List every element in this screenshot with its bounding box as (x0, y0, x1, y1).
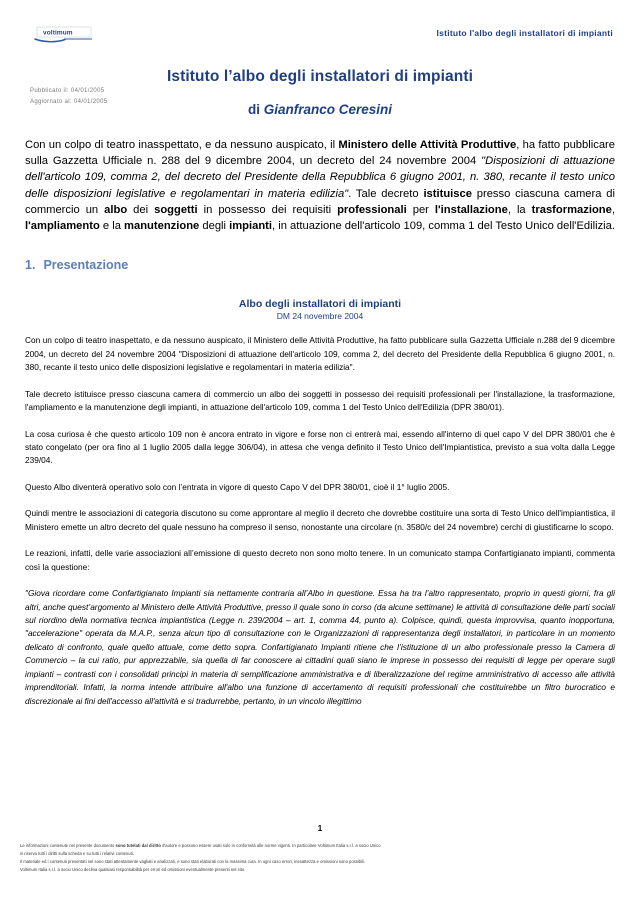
section-heading-presentazione (25, 258, 615, 272)
intro-text-9: , (611, 203, 615, 216)
body-text (25, 334, 615, 708)
intro-bold-installazione: l'installazione (434, 203, 508, 216)
section-label: Presentazione (43, 258, 129, 273)
voltimum-logo (33, 26, 95, 43)
intro-text-5: dei (127, 203, 155, 216)
published-date: Pubblicato il: 04/01/2005 (30, 88, 105, 94)
running-header-title: Istituto l'albo degli installatori di impianti (436, 28, 613, 38)
intro-bold-professionali: professionali (337, 203, 407, 216)
intro-text-7: per (406, 203, 435, 216)
intro-text-6: in possesso dei requisiti (197, 203, 338, 216)
document-footer (20, 842, 628, 873)
intro-bold-ministero: Ministero delle Attività Produttive (338, 139, 517, 151)
section-number: 1. (25, 258, 36, 273)
intro-text-1: Con un colpo di teatro inasspettato, e da nessuno auspicato, il (25, 139, 339, 151)
intro-text-12: , in attuazione dell'articolo 109, comma 1 del Testo Unico dell'Edilizia. (272, 220, 615, 233)
intro-paragraph (25, 137, 615, 234)
body-paragraph: Questo Albo diventerà operativo solo con l’entrata in vigore di questo Capo V del DPR 380/01, cioè il 1° luglio 2005. (25, 481, 450, 492)
page-number: 1 (317, 824, 323, 833)
byline (25, 102, 615, 117)
intro-italic-decreto: "Disposizioni di attuazione dell'articolo 109, comma 2, del decreto del Presidente della Repubblica 6 giugno 2001, n. 380, recante il testo unico delle disposizioni legislative e regolamentari in materia edilizia" (25, 155, 616, 200)
subtitle-main: Albo degli installatori di impianti (238, 298, 402, 311)
body-paragraph: "Giova ricordare come Confartigianato Impianti sia nettamente contraria all’Albo in questione. Essa ha tra l’altro rappresentato, proprio in questi giorni, fra gli altri, anche quest’argomento al Ministero delle Attività Produttive, presso il quale sono in corso (da alcune settimane) le attività di consultazione delle parti sociali sul riordino della normativa tecnica impiantistica (Legge n. 239/2004 – art. 1, comma 44, punto a). Colpisce, quindi, questa improvvisa, quanto inopportuna, "accelerazione" operata da M.A.P., senza alcun tipo di consultazione con le Organizzazioni di rappresentanza degli installatori, in particolare in un momento delicato di confronto, quale quello attuale, come detto sopra. Confartigianato Impianti ritiene che l’istituzione di un albo professionale presso la Camera di Commercio – la cui ratio, pur apprezzabile, sia quella di far conoscere ai cittadini quali siano le imprese in possesso dei requisiti di legge per operare sugli impianti – contrasti con i consolidati principi in materia di semplificazione amministrativa e di liberalizzazione del regime amministrativo di accesso alle attività imprenditoriali. Infatti, la norma intende attribuire all'albo una funzione di accertamento di requisiti professionali che costituirebbe un filtro burocratico e discrezionale ai fini dell'accesso all'attività e si tradurrebbe, pertanto, in un vincolo illegittimo (25, 588, 615, 706)
subtitle-decree: DM 24 novembre 2004 (276, 311, 364, 322)
intro-bold-istituisce: istituisce (423, 187, 472, 200)
footer-line-2: si riserva tutti i diritti sulla scheda e su tutti i relativi contenuti. (20, 850, 134, 856)
body-paragraph: Con un colpo di teatro inaspettato, e da nessuno auspicato, il Ministero delle Attività Produttive, ha fatto pubblicare sulla Gazzetta Ufficiale n.288 del 9 dicembre 2004, un decreto del 24 novembre 2004 "Disposizioni di attuazione dell'articolo 109, comma 2, del decreto del Presidente della Repubblica 6 giugno 2001, n. 380, recante il testo unico delle disposizioni legislative e regolamentari in materia edilizia". (25, 335, 615, 373)
intro-text-8: , la (507, 203, 532, 216)
body-paragraph: Quindi mentre le associazioni di categoria discutono su come approntare al meglio il decreto che dovrebbe costituire una sorta di Testo Unico dell'impiantistica, il Ministero emette un altro decreto del quale nessuno ha compreso il senso, nonostante una circolare (n. 3580/c del 24 novembre) cerchi di giustificarne lo scopo. (25, 508, 615, 532)
intro-text-11: degli (199, 220, 230, 233)
intro-text-4: presso ciascuna camera di commercio un (25, 187, 615, 216)
publication-info (30, 86, 107, 107)
intro-bold-manutenzione: manutenzione (124, 220, 200, 233)
intro-text-3: . Tale decreto (348, 187, 424, 200)
intro-bold-soggetti: soggetti (154, 203, 198, 216)
footer-line-3: Il materiale ed i contenuti presentati nel sono stati attentamente vagliati e analizzati, e sono stati elaborati con la massima cura. In ogni caso errori, inesattezza e omissioni sono possibili. (20, 858, 366, 864)
footer-line-4: Voltimum Italia s.r.l. a socio Unico declina qualsiasi responsabilità per errori ed omissioni eventualmente presenti nel sito. (20, 866, 246, 872)
byline-prefix: di (247, 102, 264, 117)
intro-bold-impianti: impianti (229, 220, 273, 233)
footer-text-a: Le informazioni contenute nel presente documento (20, 843, 116, 848)
author-name: Gianfranco Ceresini (263, 102, 393, 117)
updated-date: Aggiornato al: 04/01/2005 (30, 98, 108, 105)
intro-text-2: , ha fatto pubblicare sulla Gazzetta Ufficiale n. 288 del 9 dicembre 2004, un decreto del 24 novembre 2004 (25, 139, 615, 168)
body-paragraph: Tale decreto istituisce presso ciascuna camera di commercio un albo dei soggetti in possesso dei requisiti professionali per l'installazione, la trasformazione, l'ampliamento e la manutenzione degli impianti, in attuazione dell'articolo 109, comma 1 del Testo Unico dell'Edilizia (DPR 380/01). (25, 388, 615, 413)
footer-bold-diritto: sono tutelati dal diritto (115, 843, 161, 848)
intro-bold-albo: albo (104, 203, 128, 216)
body-paragraph: Le reazioni, infatti, delle varie associazioni all’emissione di questo decreto non sono molto tenere. In un comunicato stampa Confartigianato impianti, commenta così la questione: (25, 548, 615, 572)
intro-bold-trasformazione: trasformazione (531, 203, 612, 216)
svg-text:voltimum: voltimum (43, 29, 73, 37)
page-title: Istituto l’albo degli installatori di impianti (166, 68, 473, 85)
intro-bold-ampliamento: l'ampliamento (25, 220, 100, 233)
footer-line-1 (20, 842, 628, 850)
footer-text-b: d'autore e possono essere usati solo in conformità alle norme vigenti. In particolare Voltimum Italia s.r.l. a socio Unico (160, 843, 381, 848)
document-header (25, 0, 615, 46)
body-paragraph: La cosa curiosa è che questo articolo 109 non è ancora entrato in vigore e forse non ci entrerà mai, essendo all'interno di quel capo V del DPR 380/01 che è stato congelato (per ora fino al 1 luglio 2005 dalla legge 306/04), in attesa che venga definito il Testo Unico dell'Impiantistica, previsto a sua volta dalla Legge 239/04. (25, 428, 615, 466)
intro-text-10: e la (99, 220, 125, 233)
subtitle-block (25, 298, 615, 321)
